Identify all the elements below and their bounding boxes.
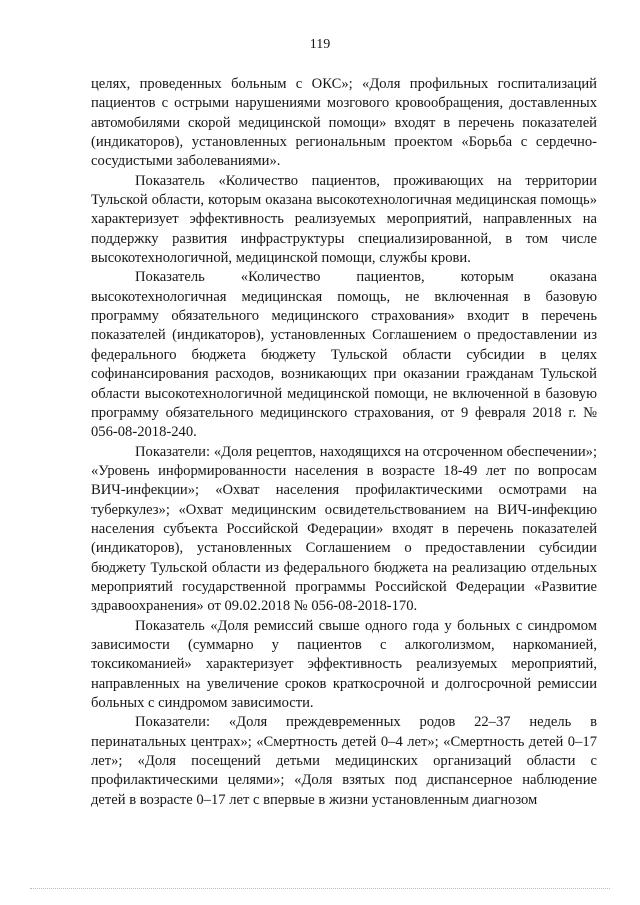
paragraph-high-tech-care: Показатель «Количество пациентов, проживающих на территории Тульской области, которым оказана высокотехнологичная медицинская помощь» характеризует эффективность реализуемых мероприятий, направленных на поддержку развития инфраструктуры специализированной, в том числе высокотехнологичной, медицинской помощи, службы крови.	[91, 172, 597, 267]
document-body	[91, 75, 597, 810]
paragraph-mandatory-insurance: Показатель «Количество пациентов, которым оказана высокотехнологичная медицинская помощь, не включенная в базовую программу обязательного медицинского страхования» входит в перечень показателей (индикаторов), установленных Соглашением о предоставлении из федерального бюджета бюджету Тульской области субсидии в целях софинансирования расходов, возникающих при оказании гражданам Тульской области высокотехнологичной медицинской помощи, не включенной в базовую программу обязательного медицинского страхования, от 9 февраля 2018 г. № 056-08-2018-240.	[91, 269, 597, 441]
paragraph-perinatal: Показатели: «Доля преждевременных родов 22–37 недель в перинатальных центрах»; «Смертность детей 0–4 лет»; «Смертность детей 0–17 лет»; «Доля посещений детьми медицинских организаций области с профилактическими целями»; «Доля взятых под диспансерное наблюдение детей в возрасте 0–17 лет с впервые в жизни установленным диагнозом	[91, 714, 597, 808]
scan-edge-noise	[30, 888, 610, 890]
paragraph-remission: Показатель «Доля ремиссий свыше одного года у больных с синдромом зависимости (суммарно у пациентов с алкоголизмом, наркоманией, токсикоманией» характеризует эффективность реализуемых мероприятий, направленных на увеличение сроков краткосрочной и долгосрочной ремиссии больных с синдромом зависимости.	[91, 617, 597, 711]
page-number: 119	[309, 37, 331, 52]
paragraph-hiv-indicators: Показатели: «Доля рецептов, находящихся на отсроченном обеспечении»; «Уровень информированности населения в возрасте 18-49 лет по вопросам ВИЧ-инфекции»; «Охват населения профилактическими осмотрами на туберкулез»; «Охват медицинским освидетельствованием на ВИЧ-инфекцию населения субъекта Российской Федерации» входят в перечень показателей (индикаторов), установленных Соглашением о предоставлении субсидии бюджету Тульской области из федерального бюджета на реализацию отдельных мероприятий государственной программы Российской Федерации «Развитие здравоохранения» от 09.02.2018 № 056-08-2018-170.	[91, 443, 597, 615]
paragraph-continuation: целях, проведенных больным с ОКС»; «Доля профильных госпитализаций пациентов с острыми нарушениями мозгового кровообращения, доставленных автомобилями скорой медицинской помощи» входят в перечень показателей (индикаторов), установленных региональным проектом «Борьба с сердечно-сосудистыми заболеваниями».	[91, 76, 597, 170]
